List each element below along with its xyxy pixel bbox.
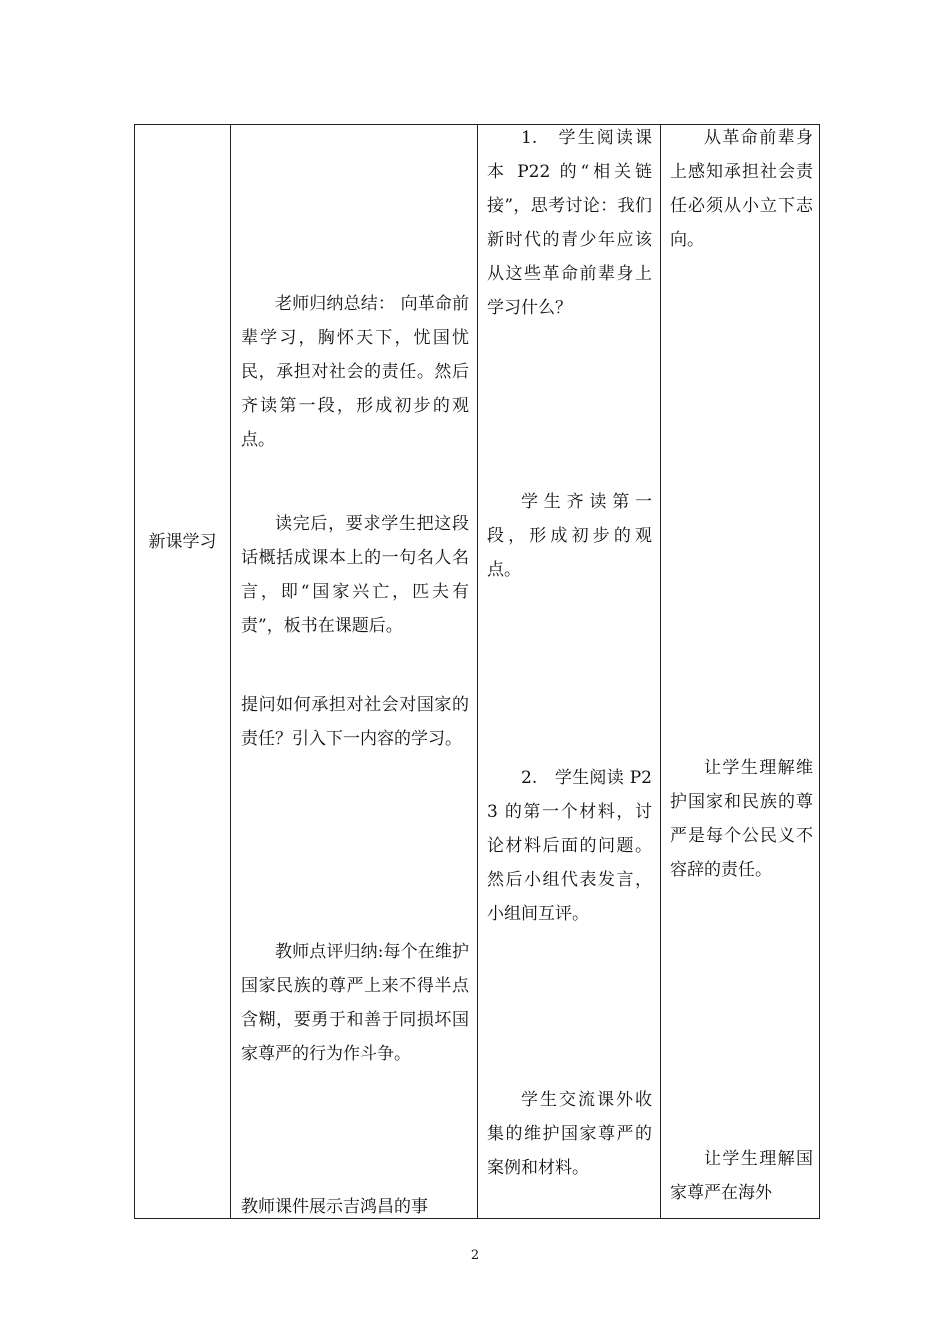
student-activity-cell <box>487 124 652 1219</box>
page-number: 2 <box>470 1248 480 1263</box>
student-text: 2. 学生阅读 P23 的第一个材料，讨论材料后面的问题。然后小组代表发言，小组间互评。 <box>487 768 652 924</box>
intent-text: 让学生理解维护国家和民族的尊严是每个公民义不容辞的责任。 <box>670 758 813 880</box>
teacher-text: 读完后，要求学生把这段话概括成课本上的一句名人名言，即“国家兴亡，匹夫有责”，板书在课题后。 <box>241 514 469 636</box>
student-text: 学生交流课外收集的维护国家尊严的案例和材料。 <box>487 1090 652 1178</box>
teacher-text: 教师课件展示吉鸿昌的事 <box>241 1197 428 1217</box>
intent-text: 从革命前辈身上感知承担社会责任必须从小立下志向。 <box>670 128 813 250</box>
column-divider <box>230 124 231 1219</box>
section-label: 新课学习 <box>148 532 217 552</box>
design-intent-cell <box>670 124 813 1219</box>
intent-text: 让学生理解国家尊严在海外 <box>670 1149 813 1203</box>
teacher-text: 提问如何承担对社会对国家的责任？引入下一内容的学习。 <box>241 695 469 749</box>
column-divider <box>660 124 661 1219</box>
student-text: 学生齐读第一段，形成初步的观点。 <box>487 492 652 580</box>
teacher-text: 教师点评归纳:每个在维护国家民族的尊严上来不得半点含糊，要勇于和善于同损坏国家尊严的行为作斗争。 <box>241 942 469 1064</box>
student-text: 1. 学生阅读课本 P22 的“相关链接”，思考讨论：我们新时代的青少年应该从这些革命前辈身上学习什么？ <box>487 128 652 318</box>
column-divider <box>477 124 478 1219</box>
teacher-text: 老师归纳总结： 向革命前辈学习，胸怀天下，忧国忧民，承担对社会的责任。然后齐读第一段，形成初步的观点。 <box>241 294 469 450</box>
teacher-activity-cell <box>241 124 469 1219</box>
